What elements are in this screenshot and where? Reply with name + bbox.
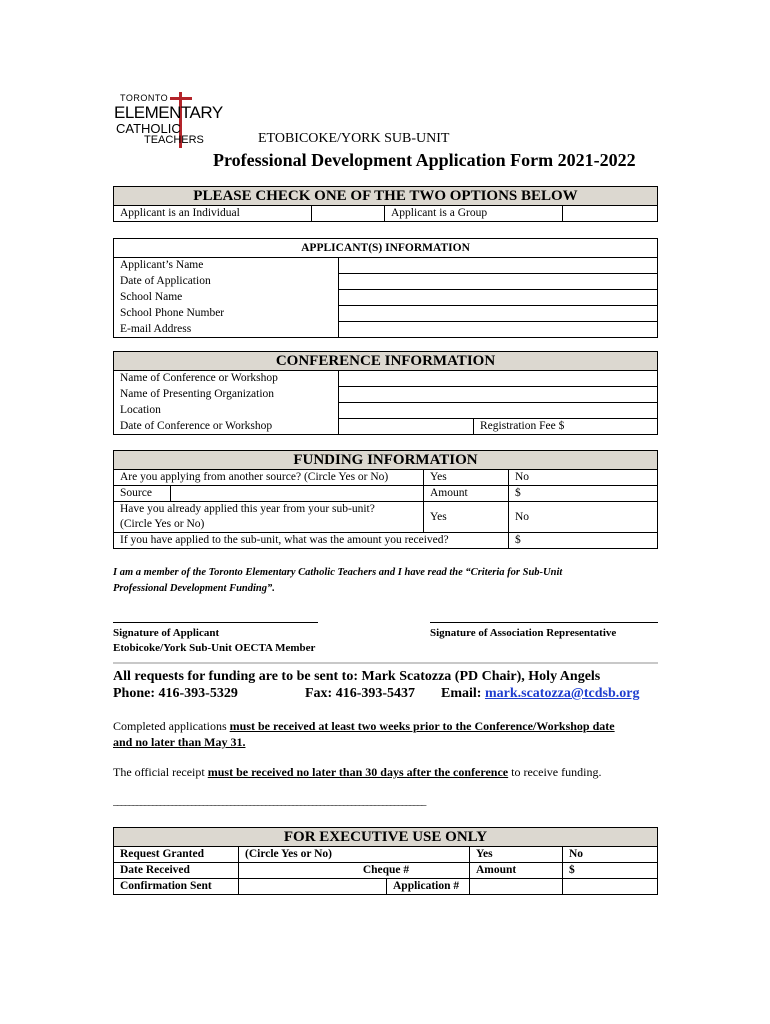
- logo-text-teachers: TEACHERS: [144, 134, 204, 146]
- conference-name-label: Name of Conference or Workshop: [114, 371, 339, 387]
- conference-date-label: Date of Conference or Workshop: [114, 419, 339, 435]
- organization-label: Name of Presenting Organization: [114, 387, 339, 403]
- contact-email-label: Email:: [441, 686, 485, 701]
- contact-phone: Phone: 416-393-5329: [113, 686, 238, 701]
- rep-signature-label: Signature of Association Representative: [430, 627, 617, 639]
- source-field[interactable]: [171, 486, 424, 502]
- note-deadline: [113, 718, 658, 750]
- subunit-amount-question: If you have applied to the sub-unit, what was the amount you received?: [114, 533, 509, 549]
- email-label: E-mail Address: [114, 322, 339, 338]
- location-field[interactable]: [339, 403, 658, 419]
- application-date-label: Date of Application: [114, 274, 339, 290]
- applicant-name-field[interactable]: [339, 258, 658, 274]
- amount-label: Amount: [424, 486, 509, 502]
- options-heading: PLEASE CHECK ONE OF THE TWO OPTIONS BELOW: [114, 187, 658, 206]
- application-date-field[interactable]: [339, 274, 658, 290]
- underscore-divider: ________________________________________________________________________________: [113, 796, 426, 807]
- date-received-label: Date Received: [114, 863, 239, 879]
- other-source-no[interactable]: No: [509, 470, 658, 486]
- option-group-label: Applicant is a Group: [385, 206, 563, 222]
- subunit-question-line2: (Circle Yes or No): [120, 518, 205, 530]
- registration-fee-field[interactable]: Registration Fee $: [474, 419, 658, 435]
- conference-name-field[interactable]: [339, 371, 658, 387]
- declaration: [113, 565, 562, 597]
- subunit-question-line1: Have you already applied this year from your sub-unit?: [120, 503, 375, 515]
- cheque-label: Cheque #: [239, 863, 470, 879]
- school-name-label: School Name: [114, 290, 339, 306]
- applicant-name-label: Applicant’s Name: [114, 258, 339, 274]
- options-table: [113, 186, 658, 222]
- note-receipt-emphasis: must be received no later than 30 days after the conference: [207, 765, 509, 779]
- note-deadline-prefix: Completed applications: [113, 719, 230, 733]
- organization-field[interactable]: [339, 387, 658, 403]
- option-individual-checkbox[interactable]: [312, 206, 385, 222]
- executive-amount-label: Amount: [470, 863, 563, 879]
- subunit-question: [114, 502, 424, 533]
- source-label: Source: [114, 486, 171, 502]
- application-number-label: Application #: [387, 879, 470, 895]
- conference-table: [113, 351, 658, 435]
- request-granted-no[interactable]: No: [563, 847, 658, 863]
- rep-signature-line[interactable]: [430, 622, 658, 623]
- contact-fax: Fax: 416-393-5437: [305, 686, 416, 701]
- subunit-amount-field[interactable]: $: [509, 533, 658, 549]
- section-divider: [113, 662, 658, 664]
- option-group-checkbox[interactable]: [563, 206, 658, 222]
- request-granted-yes[interactable]: Yes: [470, 847, 563, 863]
- other-source-question: Are you applying from another source? (Circle Yes or No): [114, 470, 424, 486]
- location-label: Location: [114, 403, 339, 419]
- contact-email-link[interactable]: mark.scatozza@tcdsb.org: [484, 686, 640, 701]
- conference-heading: CONFERENCE INFORMATION: [114, 352, 658, 371]
- declaration-line2: Professional Development Funding”.: [113, 583, 275, 594]
- applicant-table: [113, 238, 658, 338]
- funding-heading: FUNDING INFORMATION: [114, 451, 658, 470]
- logo: [112, 92, 223, 148]
- executive-blank-cell[interactable]: [563, 879, 658, 895]
- executive-amount-field[interactable]: $: [563, 863, 658, 879]
- school-phone-field[interactable]: [339, 306, 658, 322]
- note-receipt-suffix: to receive funding.: [508, 765, 602, 779]
- application-number-field[interactable]: [470, 879, 563, 895]
- member-label: Etobicoke/York Sub-Unit OECTA Member: [113, 642, 316, 654]
- contact-email: [441, 686, 640, 702]
- email-field[interactable]: [339, 322, 658, 338]
- other-source-yes[interactable]: Yes: [424, 470, 509, 486]
- note-receipt-prefix: The official receipt: [113, 765, 208, 779]
- subunit-title: ETOBICOKE/YORK SUB-UNIT: [258, 131, 450, 146]
- note-deadline-emphasis: must be received at least two weeks prior to the Conference/Workshop date: [229, 719, 615, 733]
- applicant-signature-label: Signature of Applicant: [113, 627, 220, 639]
- applicant-signature-line[interactable]: [113, 622, 318, 623]
- applicant-heading: APPLICANT(S) INFORMATION: [114, 239, 658, 258]
- declaration-line1: I am a member of the Toronto Elementary Catholic Teachers and I have read the “Criteria for Sub-Unit: [113, 567, 563, 578]
- conference-date-field[interactable]: [339, 419, 474, 435]
- executive-heading: FOR EXECUTIVE USE ONLY: [114, 828, 658, 847]
- logo-text-catholic: CATHOLIC: [116, 121, 181, 136]
- school-name-field[interactable]: [339, 290, 658, 306]
- note-deadline-emphasis-2: and no later than May 31.: [113, 735, 246, 749]
- option-individual-label: Applicant is an Individual: [114, 206, 312, 222]
- logo-text-elementary: ELEMENTARY: [114, 103, 223, 122]
- note-receipt: [113, 765, 601, 780]
- subunit-yes[interactable]: Yes: [424, 502, 509, 533]
- funding-table: [113, 450, 658, 549]
- page-title: Professional Development Application Form 2021-2022: [213, 150, 636, 170]
- subunit-no[interactable]: No: [509, 502, 658, 533]
- amount-field[interactable]: $: [509, 486, 658, 502]
- confirmation-sent-label: Confirmation Sent: [114, 879, 239, 895]
- school-phone-label: School Phone Number: [114, 306, 339, 322]
- request-granted-circle: (Circle Yes or No): [239, 847, 470, 863]
- contact-line: All requests for funding are to be sent to: Mark Scatozza (PD Chair), Holy Angels: [113, 669, 601, 684]
- logo-text-toronto: TORONTO: [120, 93, 169, 103]
- request-granted-label: Request Granted: [114, 847, 239, 863]
- executive-table: [113, 827, 658, 895]
- confirmation-sent-field[interactable]: [239, 879, 387, 895]
